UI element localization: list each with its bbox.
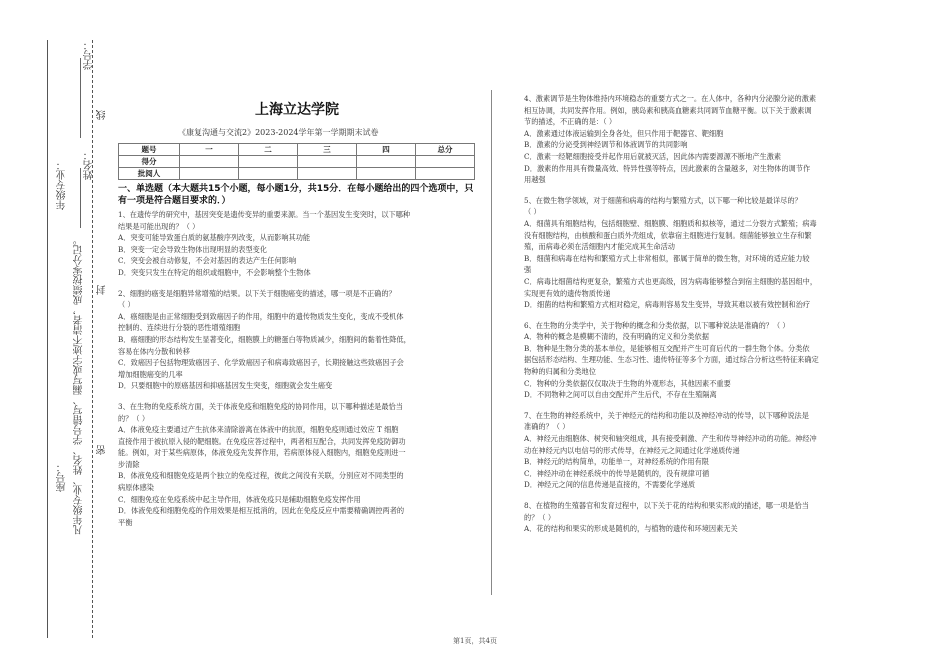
question-line: A．细菌具有细胞结构，包括细胞壁、细胞膜、细胞质和拟核等，通过二分裂方式繁殖；病毒	[524, 218, 817, 228]
line-mark: 线	[97, 110, 108, 120]
question-line: D．只要细胞中的原癌基因和抑癌基因发生突变，细胞就会发生癌变	[118, 381, 333, 391]
question-line: 直接作用于被抗原入侵的靶细胞。在免疫应答过程中，两者相互配合，共同发挥免疫防御功	[118, 436, 406, 446]
question-block	[118, 209, 480, 279]
table-header-cell: 三	[298, 144, 357, 156]
left-column	[118, 209, 480, 528]
binding-line-dashed	[92, 40, 93, 638]
question-line: 结果是可能出现的？（ ）	[118, 221, 200, 231]
question-stem-line: 1、在遗传学的研究中，基因突变是遗传变异的重要来源。当一个基因发生变突时，以下哪种	[118, 210, 411, 219]
score-cell[interactable]	[298, 156, 357, 168]
spacer	[524, 186, 889, 195]
table-header-cell: 二	[239, 144, 298, 156]
question-line: 增加细胞癌变的几率	[118, 369, 183, 379]
question-line: 强	[524, 265, 532, 275]
grader-cell[interactable]	[180, 168, 239, 180]
name-blank[interactable]	[80, 168, 81, 228]
question-line: 的？（ ）	[118, 413, 150, 423]
question-block	[524, 93, 889, 186]
question-block	[524, 410, 889, 491]
page-footer: 第1页，共4页	[453, 637, 497, 645]
question-stem-line: 8、在植物的生殖器官和发育过程中，以下关于花的结构和果实形成的描述，哪一项是恰当	[524, 501, 809, 510]
question-line: 控制的、连续进行分裂的恶性增殖细胞	[118, 323, 241, 333]
question-line: A．物种的概念是模糊不清的，没有明确的定义和分类依据	[524, 332, 709, 342]
question-line: 平衡	[118, 517, 133, 527]
score-cell[interactable]	[357, 156, 416, 168]
score-cell[interactable]	[416, 156, 475, 168]
spacer	[118, 392, 480, 401]
question-line: A．突变可能导致蛋白质的氨基酸序列改变，从而影响其功能	[118, 233, 311, 243]
question-block	[524, 320, 889, 401]
question-line: B．突变一定会导致生物体出现明显的表型变化	[118, 244, 268, 254]
question-line: A．花的结构和果实的形成是随机的，与植物的遗传和环境因素无关	[524, 524, 738, 534]
table-row-label: 批阅人	[119, 168, 180, 180]
spacer	[524, 401, 889, 410]
question-line: B．细菌和病毒在结构和繁殖方式上非常相似，都属于简单的微生物，对环境的适应能力较	[524, 253, 810, 263]
table-header-cell: 总分	[416, 144, 475, 156]
question-line: （ ）	[524, 207, 541, 217]
question-line: C．激素一经靶细胞接受并起作用后就被灭活，因此体内需要源源不断地产生激素	[524, 151, 782, 161]
table-row-label: 得分	[119, 156, 180, 168]
question-line: 准确的？（ ）	[524, 422, 570, 432]
score-row	[119, 156, 475, 168]
student-id-blank[interactable]	[80, 58, 81, 138]
question-line: D．体液免疫和细胞免疫的作用效果是相互抵消的，因此在免疫反应中需要精确调控两者的	[118, 506, 405, 516]
spacer	[118, 279, 480, 288]
column-divider	[491, 90, 492, 595]
grade-label: 年级专业：	[57, 160, 68, 210]
question-block	[524, 500, 889, 535]
question-line: D．不同物种之间可以自由交配并产生后代，不存在生殖隔离	[524, 390, 717, 400]
question-line: 据包括形态结构、生理功能、生态习性、遗传特征等多个方面，通过综合分析这些特征来确定	[524, 355, 819, 365]
grader-row	[119, 168, 475, 180]
question-line: D．细菌的结构和繁殖方式相对稳定，病毒则容易发生变异，导致其难以被有效控制和治疗	[524, 300, 811, 310]
question-line: C．病毒比细菌结构更复杂，繁殖方式也更高级，因为病毒能够整合到宿主细胞的基因组中，	[524, 276, 818, 286]
grader-cell[interactable]	[357, 168, 416, 180]
question-line: 能。例如，对于某些病原体，体液免疫先发挥作用，若病原体侵入细胞内，细胞免疫则进一	[118, 448, 406, 458]
question-line: A．体液免疫主要通过产生抗体来清除游离在体液中的抗原，细胞免疫则通过效应 T 细胞	[118, 425, 399, 435]
question-line: B．神经元的结构简单，功能单一，对神经系统的作用有限	[524, 457, 709, 467]
question-line: C．细胞免疫在免疫系统中起主导作用，体液免疫只是辅助细胞免疫发挥作用	[118, 494, 361, 504]
question-line: 相互协调，共同发挥作用。例如，胰岛素和胰高血糖素共同调节血糖平衡。以下关于激素调	[524, 105, 812, 115]
question-block	[118, 401, 480, 529]
binding-line-outer	[47, 40, 48, 638]
question-block	[524, 195, 889, 311]
question-line: D．突变只发生在特定的组织或细胞中，不会影响整个生物体	[118, 267, 311, 277]
question-line: 步清除	[118, 459, 140, 469]
question-line: A．神经元由细胞体、树突和轴突组成，具有接受刺激、产生和传导神经冲动的功能。神经冲	[524, 434, 817, 444]
question-line: 病原体感染	[118, 483, 154, 493]
right-column	[524, 93, 889, 535]
score-table	[118, 143, 475, 180]
question-stem-line: 6、在生物的分类学中，关于物种的概念和分类依据，以下哪种说法是准确的？（ ）	[524, 320, 790, 330]
score-cell[interactable]	[180, 156, 239, 168]
score-table-header-row	[119, 144, 475, 156]
question-line: A．癌细胞是由正常细胞受到致癌因子的作用，细胞中的遗传物质发生变化，变成不受机体	[118, 311, 404, 321]
question-line: B．激素的分泌受到神经调节和体液调节的共同影响	[524, 140, 688, 150]
question-line: D．神经元之间的信息传递是直接的，不需要化学递质	[524, 480, 696, 490]
question-line: B．癌细胞的形态结构发生显著变化，细胞膜上的糖蛋白等物质减少，细胞间的黏着性降低，	[118, 334, 411, 344]
question-line: 动在神经元内以电信号的形式传导，在神经元之间通过化学递质传递	[524, 445, 740, 455]
grader-cell[interactable]	[298, 168, 357, 180]
question-line: 没有细胞结构，由核酸和蛋白质外壳组成，依靠宿主细胞进行复制。细菌能够独立生存和繁	[524, 230, 812, 240]
question-stem-line: 2、细胞的癌变是细胞异常增殖的结果。以下关于细胞癌变的描述，哪一项是不正确的？	[118, 288, 396, 298]
question-line: 物种的归属和分类地位	[524, 367, 596, 377]
school-name: 上海立达学院	[255, 102, 339, 118]
question-line: C．神经冲动在神经系统中的传导是随机的，没有规律可循	[524, 468, 710, 478]
question-line: 实现更有效的遗传物质传递	[524, 288, 611, 298]
section-heading: 一、单选题（本大题共15个小题，每小题1分，共15分．在每小题给出的四个选项中，只有一项是符合题目要求的．）	[118, 184, 474, 206]
table-header-cell: 四	[357, 144, 416, 156]
question-line: C．物种的分类依据仅仅取决于生物的外观形态，其他因素不重要	[524, 378, 731, 388]
table-header-cell: 一	[180, 144, 239, 156]
grader-cell[interactable]	[416, 168, 475, 180]
question-stem-line: 7、在生物的神经系统中，关于神经元的结构和功能以及神经冲动的传导，以下哪种说法是	[524, 410, 809, 420]
question-line: 容易在体内分散和转移	[118, 346, 190, 356]
grader-cell[interactable]	[239, 168, 298, 180]
question-line: B．物种是生物分类的基本单位，是能够相互交配并产生可育后代的一群生物个体。分类依	[524, 343, 810, 353]
spacer	[524, 311, 889, 320]
question-line: C．致癌因子包括物理致癌因子、化学致癌因子和病毒致癌因子，长期接触这些致癌因子会	[118, 358, 404, 368]
question-line: 用越强	[524, 175, 546, 185]
student-id-label: 学号：	[84, 40, 95, 70]
question-block	[118, 288, 480, 392]
question-line: 殖，而病毒必须在活细胞内才能完成其生命活动	[524, 242, 675, 252]
spacer	[524, 491, 889, 500]
table-header-cell: 题号	[119, 144, 180, 156]
question-line: A．激素通过体液运输到全身各处，但只作用于靶器官、靶细胞	[524, 128, 724, 138]
binding-warning: 凡年级专业、姓名、学号错写、漏写或字迹不清者，成绩按零分记。	[74, 235, 85, 535]
question-line: （ ）	[118, 300, 135, 310]
score-cell[interactable]	[239, 156, 298, 168]
dense-mark: 密	[97, 445, 108, 455]
question-stem-line: 5、在微生物学领域，对于细菌和病毒的结构与繁殖方式，以下哪一种比较是最详尽的？	[524, 195, 802, 205]
question-line: C．突变会被自动修复，不会对基因的表达产生任何影响	[118, 256, 297, 266]
seat-label: 座号：	[57, 462, 68, 492]
seal-mark: 封	[97, 285, 108, 295]
question-line: D．激素的作用具有微量高效、特异性强等特点，因此激素的含量越多，对生物体的调节作	[524, 163, 811, 173]
exam-title: 《康复沟通与交流2》2023-2024学年第一学期期末试卷	[178, 128, 379, 137]
question-line: B．体液免疫和细胞免疫是两个独立的免疫过程，彼此之间没有关联，分别应对不同类型的	[118, 471, 404, 481]
question-stem-line: 4、激素调节是生物体维持内环境稳态的重要方式之一。在人体中，各种内分泌腺分泌的激素	[524, 94, 817, 103]
question-line: 节的描述，不正确的是：（ ）	[524, 117, 617, 127]
question-line: 的？（ ）	[524, 512, 556, 522]
name-label: 姓名：	[84, 150, 95, 180]
question-stem-line: 3、在生物的免疫系统方面，关于体液免疫和细胞免疫的协同作用，以下哪种描述是最恰当	[118, 401, 403, 411]
